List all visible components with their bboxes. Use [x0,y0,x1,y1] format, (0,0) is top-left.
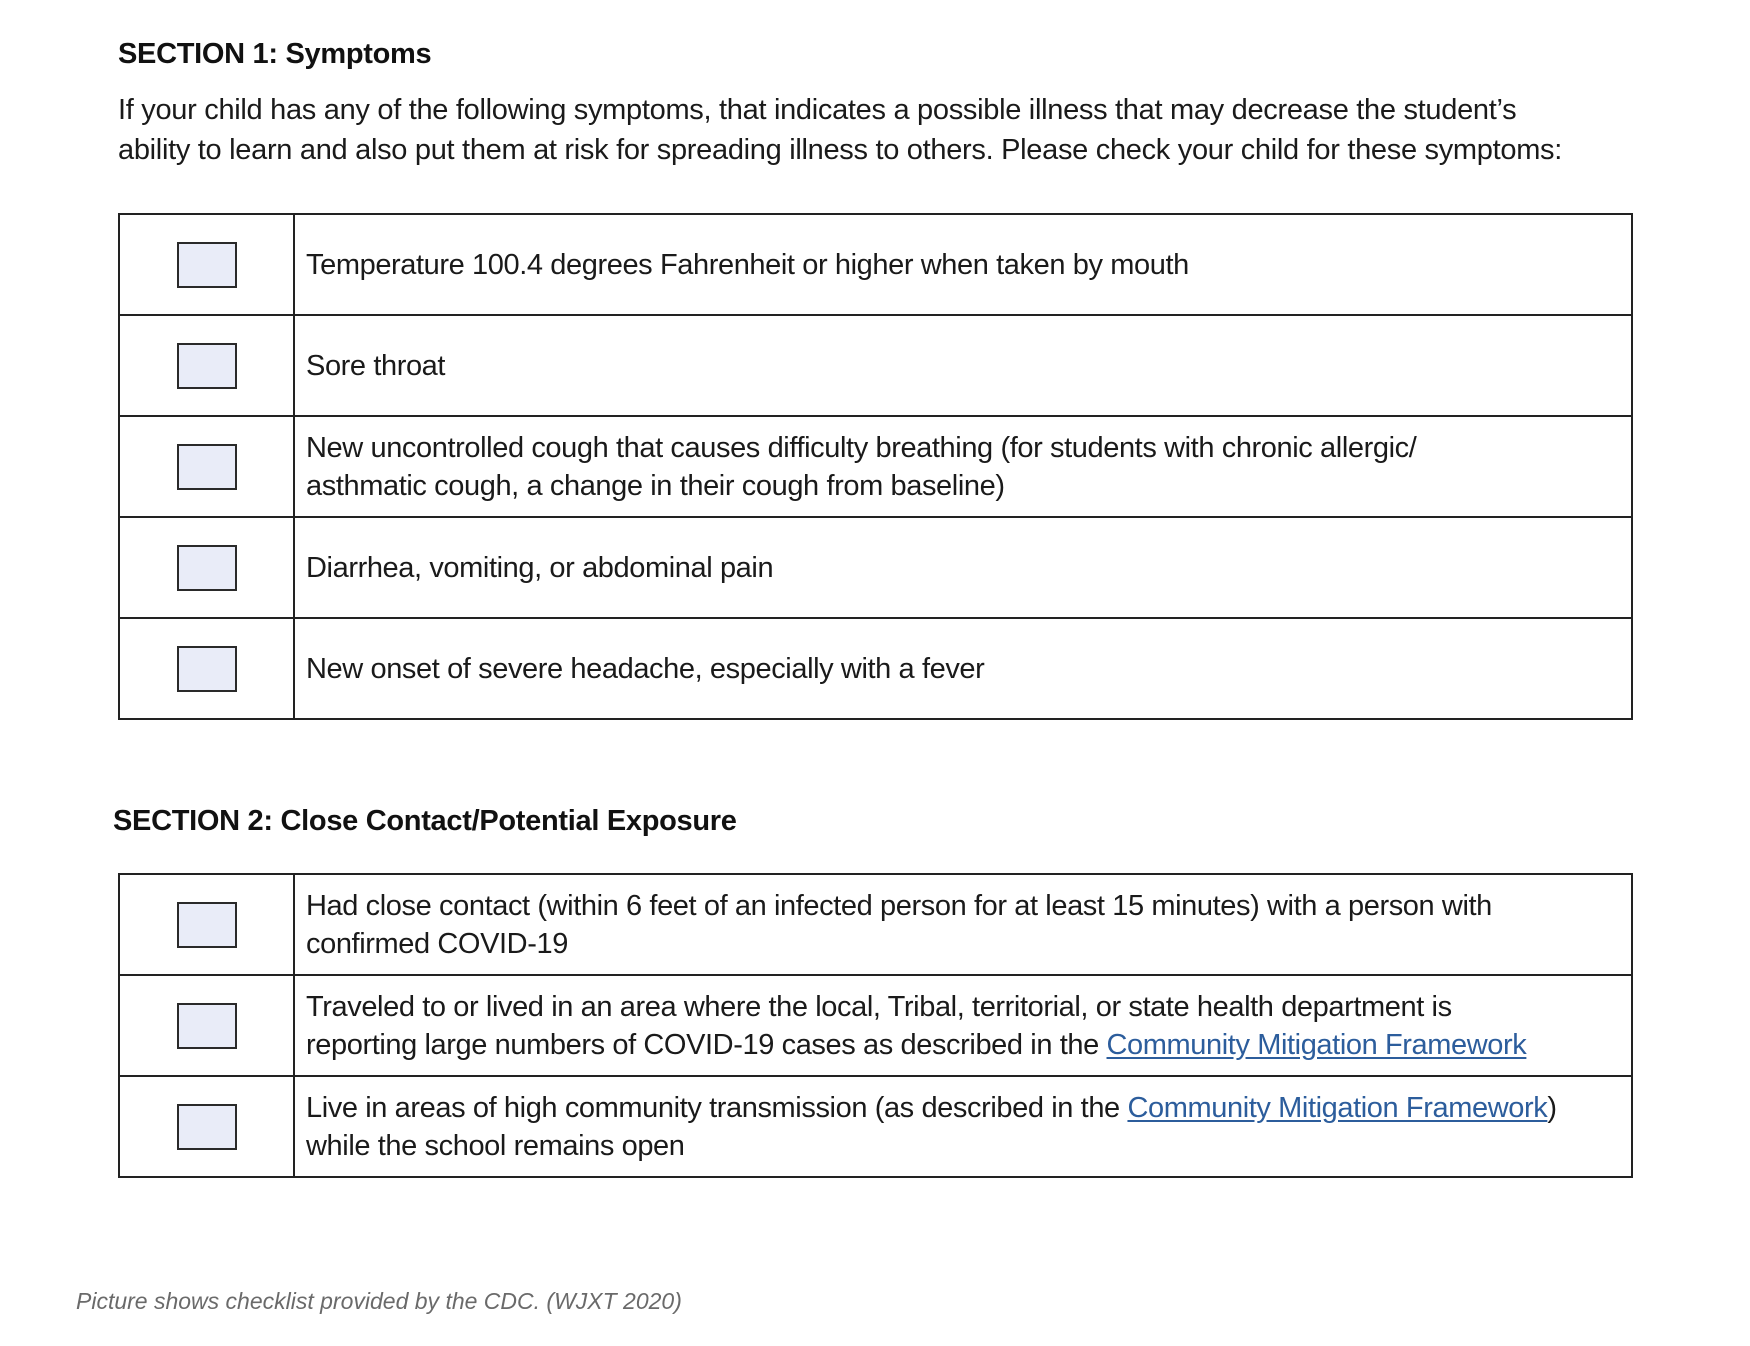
checkbox-cell [119,618,294,719]
exposure-travel-checkbox[interactable] [177,1003,237,1049]
exposure-close-contact-text [294,874,1632,975]
symptom-sore-throat-text [294,315,1632,416]
section-1-intro-line-2: ability to learn and also put them at risk for spreading illness to others. Please check your child for these symptoms: [118,134,1563,166]
community-mitigation-framework-link[interactable]: Community Mitigation Framework [1127,1091,1548,1124]
table-row [119,618,1632,719]
exposure-travel-label-line-1: Traveled to or lived in an area where the local, Tribal, territorial, or state health department is [306,990,1452,1023]
table-row [119,975,1632,1076]
section-2-heading: SECTION 2: Close Contact/Potential Exposure [113,805,737,837]
exposure-travel-label-line-2: reporting large numbers of COVID-19 cases as described in the [306,1028,1107,1061]
symptom-gastro-checkbox[interactable] [177,545,237,591]
symptom-fever-text [294,214,1632,315]
checkbox-cell [119,874,294,975]
exposure-close-contact-label-line-1: Had close contact (within 6 feet of an infected person for at least 15 minutes) with a person with [306,889,1492,922]
exposure-community-transmission-checkbox[interactable] [177,1104,237,1150]
exposure-travel-text [294,975,1632,1076]
symptoms-checklist-table [118,213,1633,720]
exposure-community-transmission-label-line-2: while the school remains open [306,1129,685,1162]
exposure-community-transmission-text [294,1076,1632,1177]
table-row [119,874,1632,975]
symptom-headache-checkbox[interactable] [177,646,237,692]
table-row [119,214,1632,315]
symptom-cough-text [294,416,1632,517]
checkbox-cell [119,315,294,416]
table-row [119,315,1632,416]
symptom-headache-label: New onset of severe headache, especially with a fever [306,652,985,685]
exposure-close-contact-label-line-2: confirmed COVID-19 [306,927,568,960]
section-1-intro [118,90,1638,170]
table-row [119,517,1632,618]
image-caption: Picture shows checklist provided by the CDC. (WJXT 2020) [76,1288,682,1314]
exposure-checklist-table [118,873,1633,1178]
checkbox-cell [119,1076,294,1177]
table-row [119,416,1632,517]
symptom-cough-checkbox[interactable] [177,444,237,490]
checkbox-cell [119,214,294,315]
section-1-heading: SECTION 1: Symptoms [118,38,432,70]
symptom-cough-label-line-1: New uncontrolled cough that causes difficulty breathing (for students with chronic allergic/ [306,431,1417,464]
community-mitigation-framework-link[interactable]: Community Mitigation Framework [1106,1028,1527,1061]
checkbox-cell [119,517,294,618]
table-row [119,1076,1632,1177]
exposure-community-transmission-label-suffix: ) [1547,1091,1557,1124]
symptom-headache-text [294,618,1632,719]
symptom-fever-label: Temperature 100.4 degrees Fahrenheit or higher when taken by mouth [306,248,1189,281]
symptom-sore-throat-label: Sore throat [306,349,446,382]
checkbox-cell [119,416,294,517]
exposure-community-transmission-label-line-1: Live in areas of high community transmission (as described in the [306,1091,1128,1124]
symptom-gastro-label: Diarrhea, vomiting, or abdominal pain [306,551,774,584]
symptom-gastro-text [294,517,1632,618]
symptom-sore-throat-checkbox[interactable] [177,343,237,389]
symptom-cough-label-line-2: asthmatic cough, a change in their cough from baseline) [306,469,1005,502]
section-1-intro-line-1: If your child has any of the following symptoms, that indicates a possible illness that may decrease the student’s [118,94,1517,126]
checkbox-cell [119,975,294,1076]
exposure-close-contact-checkbox[interactable] [177,902,237,948]
symptom-fever-checkbox[interactable] [177,242,237,288]
